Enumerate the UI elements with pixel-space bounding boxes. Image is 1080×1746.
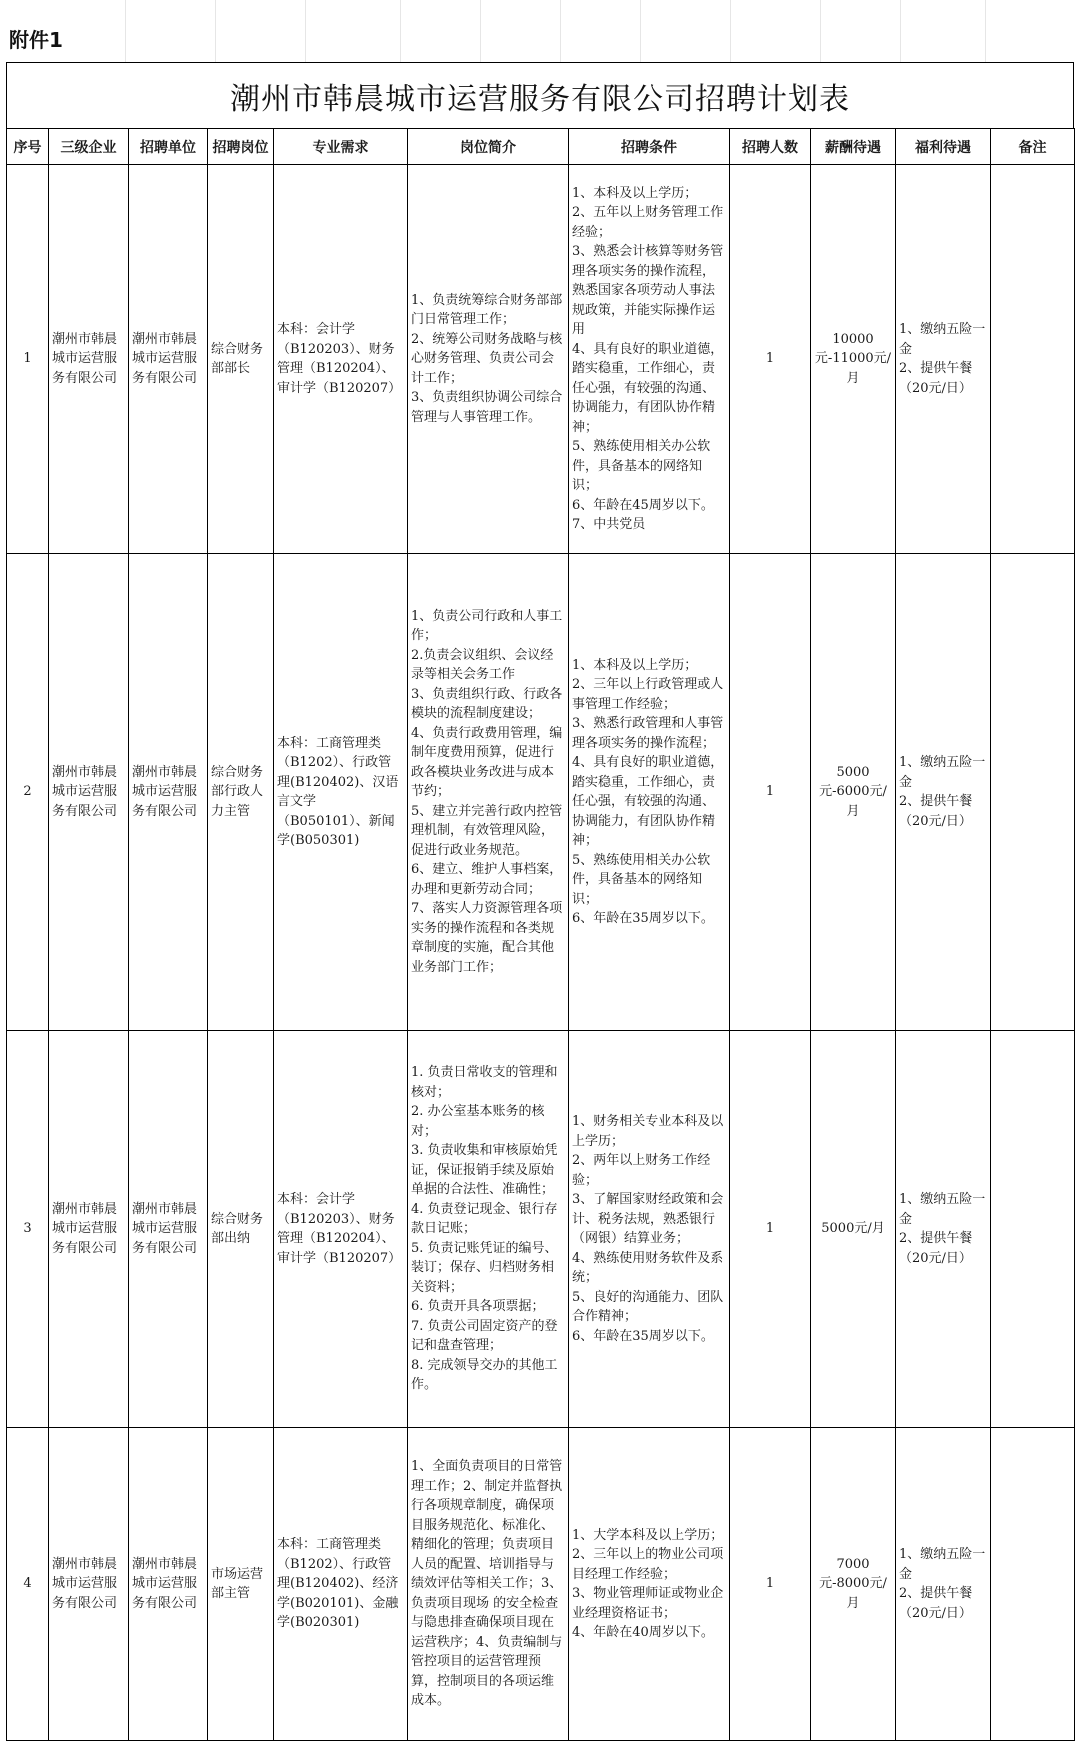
cell-salary: 7000元-8000元/月 [811,1428,896,1741]
grid-line [820,0,821,62]
requirement-line: 5、熟练使用相关办公软件，具备基本的网络知识； [572,852,711,907]
cell-intro [408,1031,569,1428]
cell-enterprise: 潮州市韩晨城市运营服务有限公司 [49,554,129,1031]
page-title: 潮州市韩晨城市运营服务有限公司招聘计划表 [230,81,850,117]
intro-line: 2、统筹公司财务战略与核心财务管理、负责公司会计工作； [411,331,563,386]
cell-welfare [896,1428,991,1741]
requirement-line: 3、熟悉行政管理和人事管理各项实务的操作流程； [572,716,724,751]
table-row [7,165,1075,554]
header-remark: 备注 [991,129,1075,165]
cell-welfare [896,165,991,554]
cell-welfare [896,1031,991,1428]
requirement-line: 4、具有良好的职业道德，踏实稳重，工作细心，责任心强，有较强的沟通、协调能力，有团队协作精神； [572,755,724,848]
requirement-line: 6、年龄在35周岁以下。 [572,1328,714,1344]
intro-line: 1. 负责日常收支的管理和核对； [411,1065,558,1100]
intro-line: 4. 负责登记现金、银行存款日记账； [411,1201,558,1237]
intro-line: 1、负责统筹综合财务部部门日常管理工作； [411,292,563,328]
cell-unit: 潮州市韩晨城市运营服务有限公司 [129,1428,208,1741]
header-row [7,129,1075,165]
cell-salary: 10000元-11000元/月 [811,165,896,554]
cell-count: 1 [730,1428,811,1741]
intro-line: 2.负责会议组织、会议经录等相关会务工作 [411,647,554,683]
requirement-line: 2、五年以上财务管理工作经验； [572,205,724,240]
requirement-line: 1、财务相关专业本科及以上学历； [572,1114,724,1149]
title-row [6,62,1074,128]
intro-line: 4、负责行政费用管理，编制年度费用预算，促进行政各模块业务改进与成本节约； [411,725,563,800]
requirement-line: 4、具有良好的职业道德，踏实稳重，工作细心，责任心强，有较强的沟通、协调能力，有团队协作精神； [572,341,724,435]
cell-remark [991,1428,1075,1741]
header-welfare: 福利待遇 [896,129,991,165]
cell-count: 1 [730,554,811,1031]
cell-major: 本科：会计学（B120203）、财务管理（B120204）、审计学（B120207） [274,165,408,554]
intro-line: 8. 完成领导交办的其他工作。 [411,1357,558,1393]
cell-requirements [569,165,730,554]
header-enterprise: 三级企业 [49,129,129,165]
spreadsheet-top-area [0,0,1080,62]
cell-position: 综合财务部出纳 [208,1031,274,1428]
intro-line: 7. 负责公司固定资产的登记和盘查管理； [411,1318,558,1354]
header-salary: 薪酬待遇 [811,129,896,165]
grid-line [125,0,126,62]
requirement-line: 4、年龄在40周岁以下。 [572,1625,714,1640]
cell-major: 本科：会计学（B120203）、财务管理（B120204）、审计学（B120207） [274,1031,408,1428]
cell-major: 本科：工商管理类（B1202）、行政管理(B120402)、汉语言文学（B050101）、新闻学(B050301) [274,554,408,1031]
requirement-line: 2、三年以上行政管理或人事管理工作经验； [572,677,724,712]
requirement-line: 5、熟练使用相关办公软件，具备基本的网络知识； [572,439,711,493]
cell-salary: 5000元-6000元/月 [811,554,896,1031]
cell-no: 2 [7,554,49,1031]
grid-line [400,0,401,62]
requirement-line: 5、良好的沟通能力、团队合作精神； [572,1289,724,1324]
requirement-line: 1、本科及以上学历； [572,185,698,201]
cell-enterprise: 潮州市韩晨城市运营服务有限公司 [49,1428,129,1741]
requirement-line: 6、年龄在45周岁以下。 [572,497,714,513]
cell-remark [991,1031,1075,1428]
table-row [7,1428,1075,1741]
grid-line [560,0,561,62]
welfare-line: 2、提供午餐（20元/日） [899,361,973,396]
welfare-line: 1、缴纳五险一金 [899,755,986,790]
intro-line: 6. 负责开具各项票据； [411,1299,545,1315]
cell-remark [991,165,1075,554]
intro-line: 6、建立、维护人事档案，办理和更新劳动合同； [411,862,563,897]
requirement-line: 3、物业管理师证或物业企业经理资格证书； [572,1586,724,1621]
cell-remark [991,554,1075,1031]
grid-line [640,0,641,62]
cell-intro [408,554,569,1031]
intro-line: 3. 负责收集和审核原始凭证，保证报销手续及原始单据的合法性、准确性； [411,1143,558,1198]
cell-unit: 潮州市韩晨城市运营服务有限公司 [129,1031,208,1428]
header-no: 序号 [7,129,49,165]
requirement-line: 2、三年以上的物业公司项目经理工作经验； [572,1547,724,1582]
cell-enterprise: 潮州市韩晨城市运营服务有限公司 [49,165,129,554]
grid-line [480,0,481,62]
table-row [7,1031,1075,1428]
grid-line [900,0,901,62]
intro-line: 3、负责组织行政、行政各模块的流程制度建设； [411,686,563,722]
cell-position: 综合财务部部长 [208,165,274,554]
header-count: 招聘人数 [730,129,811,165]
header-position: 招聘岗位 [208,129,274,165]
requirement-line: 3、了解国家财经政策和会计、税务法规，熟悉银行（网银）结算业务； [572,1192,724,1246]
grid-line [730,0,731,62]
cell-unit: 潮州市韩晨城市运营服务有限公司 [129,165,208,554]
intro-line: 3、负责组织协调公司综合管理与人事管理工作。 [411,390,563,425]
header-requirements: 招聘条件 [569,129,730,165]
intro-line: 7、落实人力资源管理各项实务的操作流程和各类规章制度的实施，配合其他业务部门工作； [411,901,563,975]
requirement-line: 4、熟练使用财务软件及系统； [572,1250,724,1285]
cell-welfare [896,554,991,1031]
welfare-line: 2、提供午餐（20元/日） [899,794,973,829]
grid-line [985,0,986,62]
requirement-line: 6、年龄在35周岁以下。 [572,911,714,926]
welfare-line: 1、缴纳五险一金 [899,322,986,357]
cell-position: 综合财务部行政人力主管 [208,554,274,1031]
requirement-line: 1、本科及以上学历； [572,657,698,673]
welfare-line: 1、缴纳五险一金 [899,1547,986,1582]
intro-line: 5. 负责记账凭证的编号、装订；保存、归档财务相关资料； [411,1240,558,1295]
cell-intro [408,1428,569,1741]
cell-no: 4 [7,1428,49,1741]
header-intro: 岗位简介 [408,129,569,165]
annex-label: 附件1 [9,28,63,52]
cell-major: 本科：工商管理类（B1202）、行政管理(B120402)、经济学(B020101)、金融学(B020301) [274,1428,408,1741]
table-row [7,554,1075,1031]
intro-line: 1、全面负责项目的日常管理工作；2、制定并监督执行各项规章制度，确保项目服务规范化、标准化、精细化的管理；负责项目人员的配置、培训指导与绩效评估等相关工作；3、负责项目现场 的安全检查与隐患排查确保项目现在运营秩序；4、负责编制与管控项目的运营管理预算，控制项目的各项运维成本。 [411,1459,563,1709]
cell-unit: 潮州市韩晨城市运营服务有限公司 [129,554,208,1031]
cell-no: 1 [7,165,49,554]
header-major: 专业需求 [274,129,408,165]
welfare-line: 2、提供午餐（20元/日） [899,1586,973,1621]
intro-line: 5、建立并完善行政内控管理机制，有效管理风险，促进行政业务规范。 [411,803,563,858]
requirement-line: 3、熟悉会计核算等财务管理各项实务的操作流程，熟悉国家各项劳动人事法规政策，并能实际操作运用 [572,244,724,337]
cell-enterprise: 潮州市韩晨城市运营服务有限公司 [49,1031,129,1428]
cell-requirements [569,554,730,1031]
cell-position: 市场运营部主管 [208,1428,274,1741]
cell-count: 1 [730,165,811,554]
intro-line: 1、负责公司行政和人事工作； [411,608,563,644]
requirement-line: 2、两年以上财务工作经验； [572,1153,711,1188]
intro-line: 2. 办公室基本账务的核对； [411,1104,545,1139]
cell-requirements [569,1031,730,1428]
cell-no: 3 [7,1031,49,1428]
welfare-line: 2、提供午餐（20元/日） [899,1231,973,1266]
welfare-line: 1、缴纳五险一金 [899,1192,986,1227]
cell-requirements [569,1428,730,1741]
requirement-line: 1、大学本科及以上学历； [572,1527,724,1543]
recruitment-plan-table [6,128,1075,1741]
cell-intro [408,165,569,554]
grid-line [305,0,306,62]
cell-salary: 5000元/月 [811,1031,896,1428]
grid-line [215,0,216,62]
requirement-line: 7、中共党员 [572,517,646,532]
header-unit: 招聘单位 [129,129,208,165]
cell-count: 1 [730,1031,811,1428]
